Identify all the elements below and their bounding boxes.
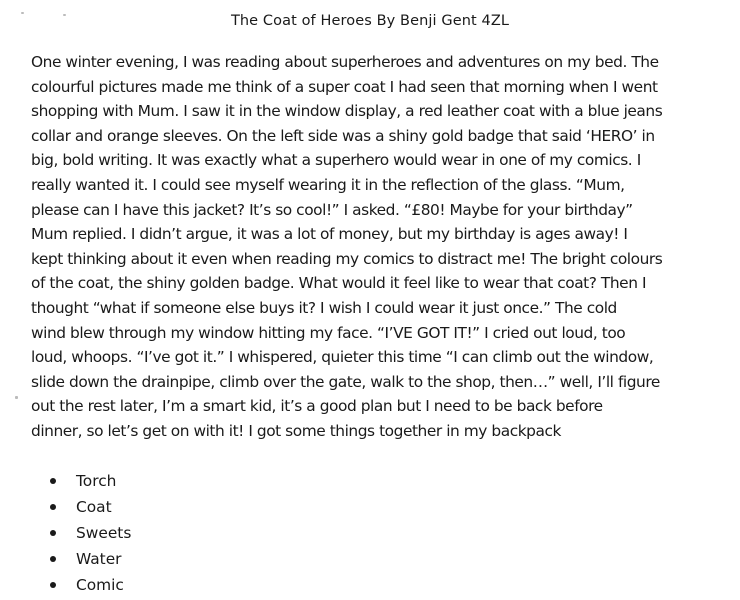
paragraph-line: Mum replied. I didn’t argue, it was a lot of money, but my birthday is ages away! I	[31, 225, 628, 244]
bullet-icon	[50, 504, 56, 510]
list-item	[50, 520, 131, 546]
paragraph-line: of the coat, the shiny golden badge. What would it feel like to wear that coat? Then I	[31, 274, 647, 293]
paragraph-line: dinner, so let’s get on with it! I got some things together in my backpack	[31, 421, 561, 440]
paragraph-line: collar and orange sleeves. On the left side was a shiny gold badge that said ‘HERO’ in	[31, 126, 655, 145]
bullet-icon	[50, 556, 56, 562]
paragraph-line: One winter evening, I was reading about superheroes and adventures on my bed. The	[31, 53, 659, 71]
paragraph-line: wind blew through my window hitting my face. “I’VE GOT IT!” I cried out loud, too	[31, 323, 626, 342]
scan-speck	[15, 396, 18, 399]
paragraph-line: shopping with Mum. I saw it in the window display, a red leather coat with a blue jeans	[31, 102, 663, 121]
list-item-label: Water	[76, 550, 122, 568]
paragraph-line: really wanted it. I could see myself wearing it in the reflection of the glass. “Mum,	[31, 175, 625, 194]
bullet-icon	[50, 582, 56, 588]
paragraph-line: loud, whoops. “I’ve got it.” I whispered, quieter this time “I can climb out the window,	[31, 348, 654, 367]
paragraph-line: out the rest later, I’m a smart kid, it’s a good plan but I need to be back before	[31, 397, 603, 416]
list-item	[50, 572, 131, 598]
story-paragraph	[31, 50, 721, 444]
list-item	[50, 546, 131, 572]
paragraph-line: kept thinking about it even when reading my comics to distract me! The bright colours	[31, 249, 663, 268]
paragraph-line: thought “what if someone else buys it? I wish I could wear it just once.” The cold	[31, 298, 617, 317]
paragraph-line: slide down the drainpipe, climb over the gate, walk to the shop, then…” well, I’ll figure	[31, 372, 660, 391]
document-title: The Coat of Heroes By Benji Gent 4ZL	[230, 13, 510, 29]
list-item-label: Torch	[76, 472, 117, 490]
list-item-label: Sweets	[76, 524, 132, 542]
list-item	[50, 494, 131, 520]
paragraph-line: please can I have this jacket? It’s so cool!” I asked. “£80! Maybe for your birthday”	[31, 200, 633, 219]
list-item	[50, 468, 131, 494]
paragraph-line: colourful pictures made me think of a super coat I had seen that morning when I went	[31, 77, 658, 96]
list-item-label: Coat	[76, 498, 112, 516]
paragraph-line: big, bold writing. It was exactly what a superhero would wear in one of my comics. I	[31, 151, 641, 170]
list-item-label: Comic	[76, 576, 124, 594]
bullet-icon	[50, 530, 56, 536]
backpack-list	[50, 468, 131, 598]
bullet-icon	[50, 478, 56, 484]
